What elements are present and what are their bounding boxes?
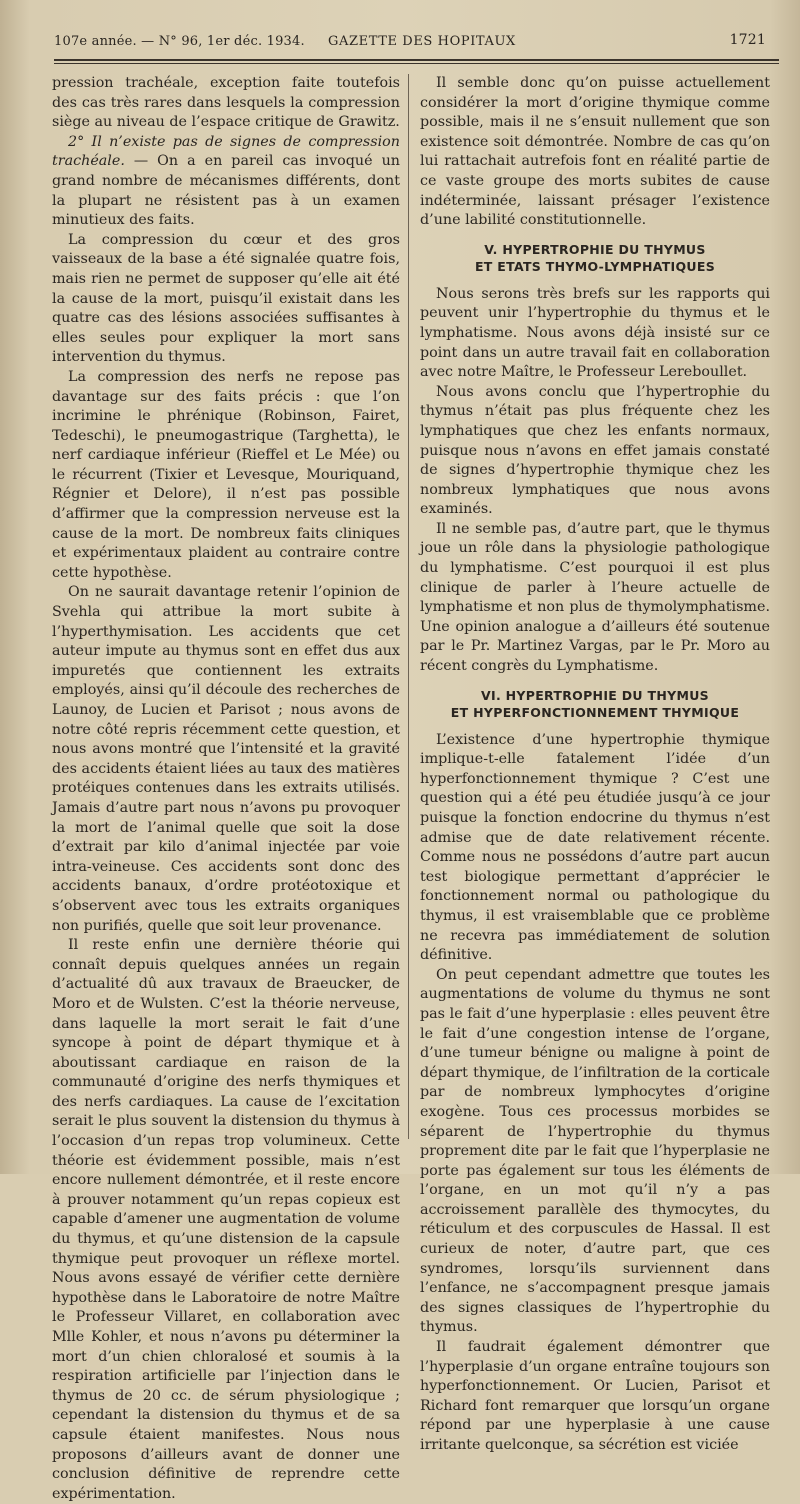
paragraph: La compression des nerfs ne repose pas davantage sur des faits précis : que l’on incrimine le phrénique (Robinson, Fairet, Tedeschi), le pneumogastrique (Targhetta), le nerf cardiaque inférieur (Rieffel et Le Mée) ou le récurrent (Tixier et Levesque, Mouriquand, Régnier et Delore), il n’est pas possible d’affirmer que la compression nerveuse est la cause de la mort. De nombreux faits cliniques et expérimentaux plaident au contraire contre cette hypothèse.	[52, 368, 400, 581]
section-heading	[420, 687, 770, 721]
section-heading-line: V. HYPERTROPHIE DU THYMUS	[484, 241, 706, 257]
paragraph: L’existence d’une hypertrophie thymique implique-t-elle fatalement l’idée d’un hyperfonctionnement thymique ? C’est une question qui a été peu étudiée jusqu’à ce jour puisque la fonction endocrine du thymus n’est admise que de date relativement récente. Comme nous ne possédons d’autre part aucun test biologique permettant d’apprécier le fonctionnement normal ou pathologique du thymus, il est vraisemblable que ce problème ne recevra pas immédiatement de solution définitive.	[420, 731, 770, 964]
paragraph: Il reste enfin une dernière théorie qui connaît depuis quelques années un regain d’actualité dû aux travaux de Braeucker, de Moro et de Wulsten. C’est la théorie nerveuse, dans laquelle la mort serait le fait d’une syncope à point de départ thymique et à aboutissant cardiaque en raison de la communauté d’origine des nerfs thymiques et des nerfs cardiaques. La cause de l’excitation serait le plus souvent la distension du thymus à l’occasion d’un repas trop volumineux. Cette théorie est évidemment possible, mais n’est encore nullement démontrée, et il reste encore à prouver notamment qu’un repas copieux est capable d’amener une augmentation de volume du thymus, et qu’une distension de la capsule thymique peut provoquer un réflexe mortel. Nous avons essayé de vérifier cette dernière hypothèse dans le Laboratoire de notre Maître le Professeur Villaret, en collaboration avec Mlle Kohler, et nous n’avons pu déterminer la mort d’un chien chloralosé et soumis à la respiration artificielle par l’injection dans le thymus de 20 cc. de sérum physiologique ; cependant la distension du thymus et de sa capsule étaient manifestes. Nous nous proposons d’ailleurs avant de donner une conclusion définitive de reprendre cette expérimentation.	[52, 937, 400, 1502]
page-number: 1721	[729, 32, 766, 48]
journal-title: GAZETTE DES HOPITAUX	[328, 34, 516, 49]
paragraph: La compression du cœur et des gros vaisseaux de la base a été signalée quatre fois, mais rien ne permet de supposer qu’elle ait été la cause de la mort, puisqu’il existait dans les quatre cas des lésions associées suffisantes à elles seules pour expliquer la mort sans intervention du thymus.	[52, 231, 400, 366]
issue-info: 107e année. — N° 96, 1er déc. 1934.	[54, 34, 305, 49]
paragraph: On ne saurait davantage retenir l’opinion de Svehla qui attribue la mort subite à l’hyperthymisation. Les accidents que cet auteur impute au thymus sont en effet dus aux impuretés que contiennent les extraits employés, ainsi qu’il découle des recherches de Launoy, de Lucien et Parisot ; nous avons de notre côté repris récemment cette question, et nous avons montré que l’intensité et la gravité des accidents étaient liées au taux des matières protéiques contenues dans les extraits utilisés. Jamais d’autre part nous n’avons pu provoquer la mort de l’animal quelle que soit la dose d’extrait par kilo d’animal injectée par voie intra-veineuse. Ces accidents sont donc des accidents banaux, d’ordre protéotoxique et s’observent avec tous les extraits organiques non purifiés, quelle que soit leur provenance.	[52, 584, 400, 934]
paragraph: Il semble donc qu’on puisse actuellement considérer la mort d’origine thymique comme possible, mais il ne s’ensuit nullement que son existence soit démontrée. Nombre de cas qu’on lui rattachait autrefois font en réalité partie de ce vaste groupe des morts subites de cause indéterminée, laissant présager l’existence d’une labilité constitutionnelle.	[420, 75, 770, 229]
paragraph: Nous serons très brefs sur les rapports qui peuvent unir l’hypertrophie du thymus et le lymphatisme. Nous avons déjà insisté sur ce point dans un autre travail fait en collaboration avec notre Maître, le Professeur Lereboullet.	[420, 285, 770, 381]
right-column	[420, 74, 770, 1456]
paragraph: On peut cependant admettre que toutes les augmentations de volume du thymus ne sont pas le fait d’une hyperplasie : elles peuvent être le fait d’une congestion intense de l’organe, d’une tumeur bénigne ou maligne à point de départ thymique, de l’infiltration de la corticale par de nombreux lymphocytes d’origine exogène. Tous ces processus morbides se séparent de l’hypertrophie du thymus proprement dite par le fait que l’hyperplasie ne porte pas également sur tous les éléments de l’organe, en un mot qu’il n’y a pas accroissement parallèle des thymocytes, du réticulum et des corpuscules de Hassal. Il est curieux de noter, d’autre part, que ces syndromes, lorsqu’ils surviennent dans l’enfance, ne s’accompagnent presque jamais des signes classiques de l’hypertrophie du thymus.	[420, 966, 770, 1336]
paragraph-text: — On a en pareil cas invoqué un grand nombre de mécanismes différents, dont la plupart ne résistent pas à un examen minutieux des faits.	[52, 153, 400, 229]
paragraph: Nous avons conclu que l’hypertrophie du thymus n’était pas plus fréquente chez les lymphatiques que chez les enfants normaux, puisque nous n’avons en effet jamais constaté de signes d’hypertrophie thymique chez les nombreux lymphatiques que nous avons examinés.	[420, 383, 770, 518]
paragraph: pression trachéale, exception faite toutefois des cas très rares dans lesquels la compression siège au niveau de l’espace critique de Grawitz.	[52, 75, 400, 131]
header-rule-thin	[54, 63, 779, 64]
left-column	[52, 74, 400, 1504]
paragraph: Il ne semble pas, d’autre part, que le thymus joue un rôle dans la physiologie pathologique du lymphatisme. C’est pourquoi il est plus clinique de parler à l’heure actuelle de lymphatisme et non plus de thymolymphatisme. Une opinion analogue a d’ailleurs été soutenue par le Pr. Martinez Vargas, par le Pr. Moro au récent congrès du Lymphatisme.	[420, 520, 770, 675]
section-heading	[420, 241, 770, 275]
header-rule-thick	[54, 59, 779, 61]
section-heading-line: VI. HYPERTROPHIE DU THYMUS	[481, 687, 709, 703]
numbered-point-lead: 2° Il n’existe pas de signes de compression trachéale.	[52, 133, 400, 170]
paragraph	[52, 133, 400, 231]
column-divider	[408, 74, 409, 1139]
section-heading-line: ET HYPERFONCTIONNEMENT THYMIQUE	[450, 704, 740, 720]
running-header	[54, 34, 766, 54]
section-heading-line: ET ETATS THYMO-LYMPHATIQUES	[474, 258, 716, 274]
paragraph: Il faudrait également démontrer que l’hyperplasie d’un organe entraîne toujours son hyperfonctionnement. Or Lucien, Parisot et Richard font remarquer que lorsqu’un organe répond par une hyperplasie à une cause irritante quelconque, sa sécrétion est viciée	[420, 1339, 770, 1453]
